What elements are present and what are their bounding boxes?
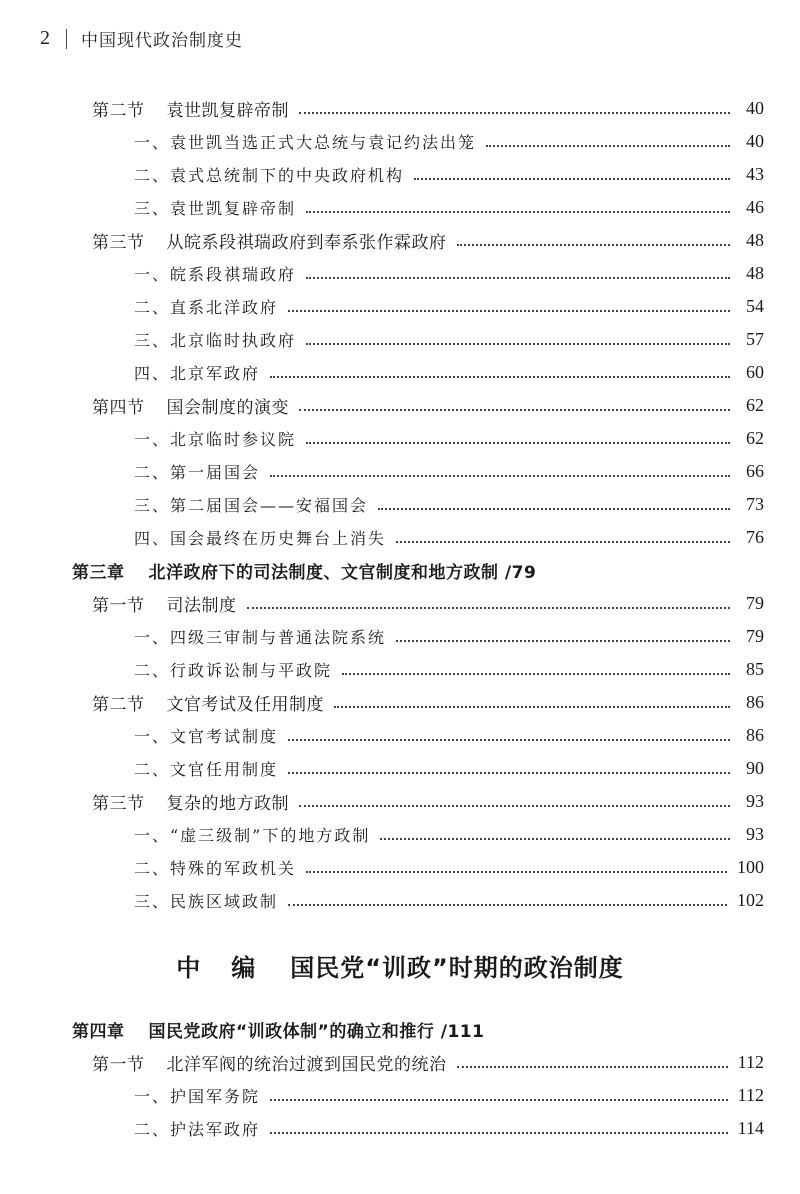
toc-page-number: 43 bbox=[746, 164, 764, 184]
toc-section-row[interactable] bbox=[0, 587, 800, 620]
dot-leader bbox=[306, 442, 730, 444]
toc-item-title: 一、文官考试制度 bbox=[134, 727, 279, 746]
toc-section-title: 司法制度 bbox=[166, 596, 237, 616]
toc-chapter-row[interactable] bbox=[0, 554, 800, 587]
toc-item-title: 二、文官任用制度 bbox=[134, 760, 279, 779]
toc-page-number: 93 bbox=[746, 824, 764, 844]
toc-section-title: 袁世凯复辟帝制 bbox=[166, 101, 289, 121]
toc-item-row[interactable] bbox=[0, 752, 800, 785]
toc-item-row[interactable] bbox=[0, 620, 800, 653]
dot-leader bbox=[288, 310, 730, 312]
toc-item-row[interactable] bbox=[0, 125, 800, 158]
toc-item-title: 三、袁世凯复辟帝制 bbox=[134, 199, 297, 218]
toc-section-row[interactable] bbox=[0, 92, 800, 125]
part-title: 国民党“训政”时期的政治制度 bbox=[290, 953, 624, 982]
toc-chapter-title: 国民党政府“训政体制”的确立和推行 /111 bbox=[148, 1022, 485, 1042]
toc-item-row[interactable] bbox=[0, 719, 800, 752]
toc-item-title: 二、直系北洋政府 bbox=[134, 298, 279, 317]
toc-item-row[interactable] bbox=[0, 1079, 800, 1112]
dot-leader bbox=[270, 376, 730, 378]
dot-leader bbox=[396, 640, 730, 642]
toc-item-row[interactable] bbox=[0, 422, 800, 455]
toc-item-title: 二、第一届国会 bbox=[134, 463, 261, 482]
toc-section-label: 第三节 bbox=[92, 233, 145, 253]
toc-page-number: 86 bbox=[746, 692, 764, 712]
dot-leader bbox=[457, 244, 731, 246]
toc-page-number: 102 bbox=[737, 890, 764, 910]
toc-section-label: 第一节 bbox=[92, 596, 145, 616]
toc-page-number: 40 bbox=[746, 131, 764, 151]
dot-leader bbox=[270, 475, 730, 477]
toc-item-row[interactable] bbox=[0, 356, 800, 389]
toc-section-label: 第四节 bbox=[92, 398, 145, 418]
dot-leader bbox=[288, 739, 730, 741]
dot-leader bbox=[299, 112, 730, 114]
toc-page-number: 54 bbox=[746, 296, 764, 316]
toc-item-row[interactable] bbox=[0, 158, 800, 191]
toc-chapter-title: 北洋政府下的司法制度、文官制度和地方政制 /79 bbox=[148, 563, 537, 583]
toc-item-title: 三、北京临时执政府 bbox=[134, 331, 297, 350]
dot-leader bbox=[306, 277, 730, 279]
toc-page-number: 46 bbox=[746, 197, 764, 217]
toc-item-title: 一、皖系段祺瑞政府 bbox=[134, 265, 297, 284]
toc-item-title: 二、护法军政府 bbox=[134, 1120, 261, 1139]
dot-leader bbox=[288, 772, 730, 774]
toc-page-number: 114 bbox=[737, 1118, 764, 1138]
running-header bbox=[40, 26, 243, 51]
toc-section-label: 第三节 bbox=[92, 794, 145, 814]
toc-section-row[interactable] bbox=[0, 785, 800, 818]
dot-leader bbox=[380, 838, 730, 840]
toc-item-title: 一、“虚三级制”下的地方政制 bbox=[134, 826, 371, 845]
toc-page-number: 79 bbox=[746, 626, 764, 646]
toc-item-title: 四、北京军政府 bbox=[134, 364, 261, 383]
dot-leader bbox=[334, 706, 730, 708]
toc-item-title: 一、袁世凯当选正式大总统与袁记约法出笼 bbox=[134, 133, 477, 152]
toc-section-title: 北洋军阀的统治过渡到国民党的统治 bbox=[166, 1055, 447, 1075]
toc-section-label: 第二节 bbox=[92, 101, 145, 121]
toc-item-row[interactable] bbox=[0, 818, 800, 851]
toc-item-title: 三、第二届国会——安福国会 bbox=[134, 496, 369, 515]
toc-page-number: 100 bbox=[737, 857, 764, 877]
dot-leader bbox=[342, 673, 730, 675]
header-book-title: 中国现代政治制度史 bbox=[81, 31, 243, 51]
toc-item-title: 三、民族区域政制 bbox=[134, 892, 279, 911]
dot-leader bbox=[306, 211, 730, 213]
toc-section-row[interactable] bbox=[0, 389, 800, 422]
toc-section-row[interactable] bbox=[0, 224, 800, 257]
toc-page-number: 66 bbox=[746, 461, 764, 481]
toc-item-row[interactable] bbox=[0, 488, 800, 521]
toc-page-number: 40 bbox=[746, 98, 764, 118]
dot-leader bbox=[378, 508, 730, 510]
dot-leader bbox=[247, 607, 731, 609]
dot-leader bbox=[270, 1099, 728, 1101]
toc-page-number: 112 bbox=[737, 1085, 764, 1105]
toc-item-title: 一、四级三审制与普通法院系统 bbox=[134, 628, 387, 647]
toc-page-number: 73 bbox=[746, 494, 764, 514]
table-of-contents bbox=[0, 92, 800, 1145]
toc-chapter-label: 第四章 bbox=[72, 1022, 125, 1042]
toc-item-row[interactable] bbox=[0, 290, 800, 323]
dot-leader bbox=[306, 871, 727, 873]
dot-leader bbox=[288, 904, 727, 906]
toc-page-number: 85 bbox=[746, 659, 764, 679]
toc-item-row[interactable] bbox=[0, 884, 800, 917]
dot-leader bbox=[414, 178, 730, 180]
toc-page-number: 86 bbox=[746, 725, 764, 745]
toc-item-row[interactable] bbox=[0, 653, 800, 686]
toc-item-row[interactable] bbox=[0, 323, 800, 356]
toc-page-number: 93 bbox=[746, 791, 764, 811]
toc-page-number: 57 bbox=[746, 329, 764, 349]
toc-item-title: 四、国会最终在历史舞台上消失 bbox=[134, 529, 387, 548]
toc-item-title: 一、护国军务院 bbox=[134, 1087, 261, 1106]
toc-section-row[interactable] bbox=[0, 1046, 800, 1079]
toc-section-row[interactable] bbox=[0, 686, 800, 719]
toc-bottom-list bbox=[0, 1013, 800, 1145]
toc-page-number: 62 bbox=[746, 395, 764, 415]
toc-section-label: 第一节 bbox=[92, 1055, 145, 1075]
header-page-number: 2 bbox=[40, 27, 50, 49]
toc-page-number: 48 bbox=[746, 230, 764, 250]
dot-leader bbox=[270, 1132, 728, 1134]
toc-item-row[interactable] bbox=[0, 455, 800, 488]
toc-chapter-row[interactable] bbox=[0, 1013, 800, 1046]
header-divider bbox=[66, 29, 67, 49]
dot-leader bbox=[299, 409, 730, 411]
toc-section-title: 文官考试及任用制度 bbox=[166, 695, 324, 715]
toc-page-number: 60 bbox=[746, 362, 764, 382]
toc-page-number: 90 bbox=[746, 758, 764, 778]
dot-leader bbox=[486, 145, 730, 147]
dot-leader bbox=[306, 343, 730, 345]
dot-leader bbox=[299, 805, 730, 807]
part-label-2: 编 bbox=[231, 953, 257, 982]
toc-item-row[interactable] bbox=[0, 191, 800, 224]
toc-item-title: 二、行政诉讼制与平政院 bbox=[134, 661, 333, 680]
part-heading bbox=[0, 917, 800, 1013]
toc-item-row[interactable] bbox=[0, 851, 800, 884]
toc-item-title: 一、北京临时参议院 bbox=[134, 430, 297, 449]
dot-leader bbox=[396, 541, 730, 543]
toc-section-title: 从皖系段祺瑞政府到奉系张作霖政府 bbox=[166, 233, 447, 253]
toc-item-title: 二、袁式总统制下的中央政府机构 bbox=[134, 166, 405, 185]
toc-item-row[interactable] bbox=[0, 257, 800, 290]
toc-item-row[interactable] bbox=[0, 521, 800, 554]
toc-section-label: 第二节 bbox=[92, 695, 145, 715]
toc-chapter-label: 第三章 bbox=[72, 563, 125, 583]
dot-leader bbox=[457, 1066, 728, 1068]
toc-item-row[interactable] bbox=[0, 1112, 800, 1145]
toc-page-number: 76 bbox=[746, 527, 764, 547]
toc-section-title: 复杂的地方政制 bbox=[166, 794, 289, 814]
toc-page-number: 62 bbox=[746, 428, 764, 448]
toc-section-title: 国会制度的演变 bbox=[166, 398, 289, 418]
toc-page-number: 112 bbox=[737, 1052, 764, 1072]
part-label-1: 中 bbox=[176, 953, 202, 982]
toc-page-number: 79 bbox=[746, 593, 764, 613]
toc-page-number: 48 bbox=[746, 263, 764, 283]
toc-top-list bbox=[0, 92, 800, 917]
toc-item-title: 二、特殊的军政机关 bbox=[134, 859, 297, 878]
